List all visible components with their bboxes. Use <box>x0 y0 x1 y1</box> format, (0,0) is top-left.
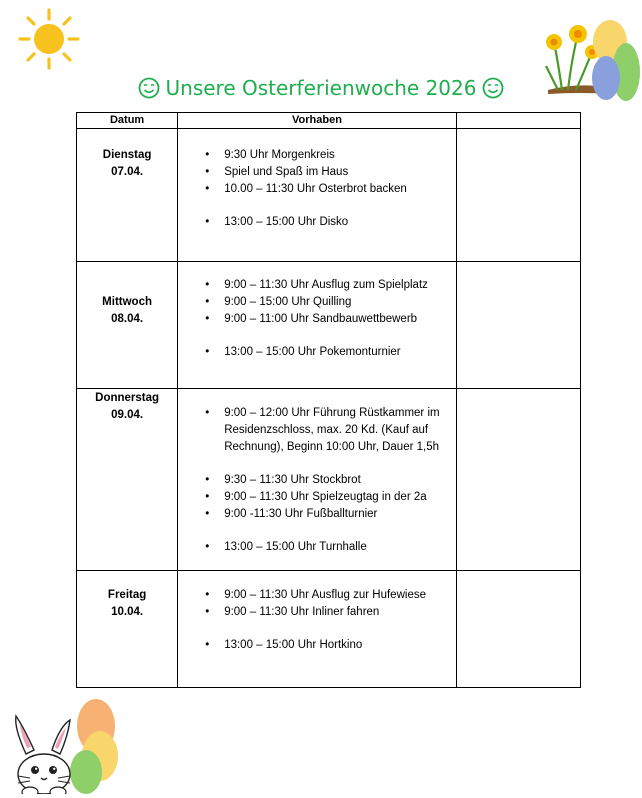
day-date: 07.04. <box>111 166 144 178</box>
day-cell <box>77 571 178 688</box>
page-title <box>0 74 642 102</box>
list-item: • 9:00 – 11:30 Uhr Ausflug zum Spielplatz <box>178 277 456 294</box>
activities-cell <box>178 389 457 571</box>
day-name: Donnerstag <box>95 392 160 404</box>
day-date: 08.04. <box>111 313 144 325</box>
list-item: • 9:00 – 11:00 Uhr Sandbauwettbewerb <box>178 311 456 328</box>
table-row <box>77 262 581 389</box>
header-empty <box>456 113 580 129</box>
day-cell <box>77 129 178 262</box>
activities-cell <box>178 571 457 688</box>
day-cell <box>77 262 178 389</box>
day-cell <box>77 389 178 571</box>
notes-cell <box>456 129 580 262</box>
sun-icon <box>18 8 80 70</box>
notes-cell <box>456 389 580 571</box>
day-name: Freitag <box>107 589 147 601</box>
list-item: • 9:00 – 15:00 Uhr Quilling <box>178 294 456 311</box>
day-date: 10.04. <box>111 606 144 618</box>
table-row <box>77 129 581 262</box>
activities-cell <box>178 262 457 389</box>
table-row <box>77 389 581 571</box>
table-header-row <box>77 113 581 129</box>
list-item: • Spiel und Spaß im Haus <box>178 164 456 181</box>
list-item: • 9:00 – 11:30 Uhr Inliner fahren <box>178 604 456 621</box>
bunny-eggs-icon <box>8 698 120 794</box>
notes-cell <box>456 262 580 389</box>
day-date: 09.04. <box>111 409 144 421</box>
list-item: • 9:00 – 11:30 Uhr Ausflug zur Hufewiese <box>178 587 456 604</box>
day-name: Mittwoch <box>102 296 152 308</box>
list-item: • 9:30 Uhr Morgenkreis <box>178 147 456 164</box>
header-vorhaben: Vorhaben <box>178 113 457 129</box>
activities-cell <box>178 129 457 262</box>
header-datum: Datum <box>77 113 178 129</box>
list-item: • 13:00 – 15:00 Uhr Hortkino <box>178 637 456 654</box>
list-item: • 9:00 – 11:30 Uhr Spielzeugtag in der 2a <box>178 489 456 506</box>
table-row <box>77 571 581 688</box>
title-text: Unsere Osterferienwoche 2026 <box>165 76 477 100</box>
smiley-icon <box>482 77 504 99</box>
list-item: • 9:30 – 11:30 Uhr Stockbrot <box>178 472 456 489</box>
schedule-table <box>76 112 581 688</box>
list-item: • 13:00 – 15:00 Uhr Disko <box>178 214 456 231</box>
list-item: • 10.00 – 11:30 Uhr Osterbrot backen <box>178 181 456 198</box>
list-item: • 13:00 – 15:00 Uhr Turnhalle <box>178 539 456 556</box>
list-item: • 9:00 -11:30 Uhr Fußballturnier <box>178 506 456 523</box>
day-name: Dienstag <box>102 149 152 161</box>
list-item: • 9:00 – 12:00 Uhr Führung Rüstkammer im Residenzschloss, max. 20 Kd. (Kauf auf Rechnung), Beginn 10:00 Uhr, Dauer 1,5h <box>178 405 456 456</box>
notes-cell <box>456 571 580 688</box>
smiley-icon <box>138 77 160 99</box>
list-item: • 13:00 – 15:00 Uhr Pokemonturnier <box>178 344 456 361</box>
